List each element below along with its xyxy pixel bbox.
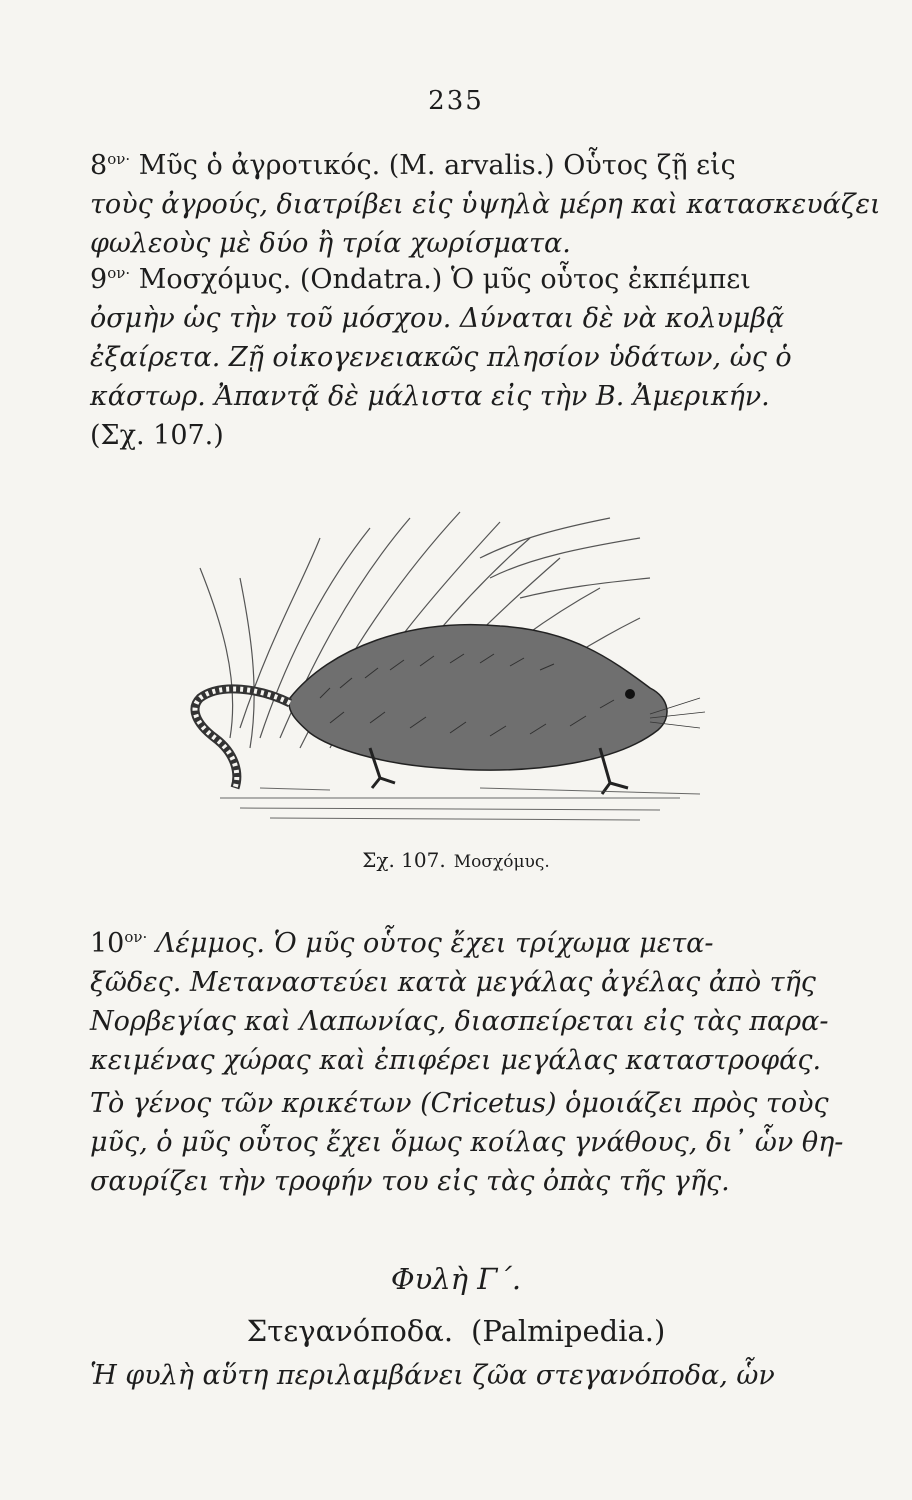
text-line: ὀσμὴν ὡς τὴν τοῦ μόσχου. Δύναται δὲ νὰ κολυμβᾷ xyxy=(90,303,785,334)
paragraph-field-mouse xyxy=(90,146,881,263)
text-line: κάστωρ. Ἀπαντᾷ δὲ μάλιστα εἰς τὴν Β. Ἀμερικήν. xyxy=(90,381,770,412)
text-line: τοὺς ἀγρούς, διατρίβει εἰς ὑψηλὰ μέρη καὶ κατασκευάζει xyxy=(90,189,881,220)
caption-number: Σχ. 107. xyxy=(362,848,446,872)
item-number: 10 xyxy=(90,928,125,959)
tribe-heading: Φυλὴ Γ΄. xyxy=(390,1262,522,1296)
paragraph-hamster xyxy=(90,1084,844,1201)
paragraph-palmipedia xyxy=(90,1356,790,1395)
text-line: Μοσχόμυς. (Ondatra.) Ὁ μῦς οὗτος ἐκπέμπει xyxy=(138,264,751,295)
item-number: 9 xyxy=(90,264,108,295)
caption-name: Μοσχόμυς. xyxy=(453,852,550,872)
text-line: φωλεοὺς μὲ δύο ἢ τρία χωρίσματα. xyxy=(90,228,571,259)
item-number: 8 xyxy=(90,150,108,181)
order-heading xyxy=(0,1314,912,1348)
ordinal-suffix: ον· xyxy=(124,928,148,946)
text-line: ξῶδες. Μεταναστεύει κατὰ μεγάλας ἀγέλας ἀπὸ τῆς xyxy=(90,967,816,998)
order-greek: Στεγανόποδα. xyxy=(246,1314,454,1348)
text-line: Λέμμος. Ὁ μῦς οὗτος ἔχει τρίχωμα μετα- xyxy=(155,928,714,959)
text-line: Τὸ γένος τῶν κρικέτων (Cricetus) ὁμοιάζει πρὸς τοὺς xyxy=(90,1088,829,1119)
page-number: 235 xyxy=(428,86,484,116)
text-line: κειμένας χώρας καὶ ἐπιφέρει μεγάλας καταστροφάς. xyxy=(90,1045,822,1076)
text-line: μῦς, ὁ μῦς οὗτος ἔχει ὅμως κοίλας γνάθους, δι᾽ ὧν θη- xyxy=(90,1127,844,1158)
text-line: ἐξαίρετα. Ζῇ οἰκογενειακῶς πλησίον ὑδάτων, ὡς ὁ xyxy=(90,342,792,373)
order-latin: (Palmipedia.) xyxy=(471,1314,666,1348)
text-line: Μῦς ὁ ἀγροτικός. (M. arvalis.) Οὗτος ζῇ εἰς xyxy=(138,150,736,181)
ordinal-suffix: ον· xyxy=(107,264,131,282)
muskrat-illustration xyxy=(180,498,720,836)
figure-caption xyxy=(0,848,912,872)
text-line: Ἡ φυλὴ αὕτη περιλαμβάνει ζῶα στεγανόποδα, ὧν xyxy=(90,1360,775,1391)
paragraph-muskrat xyxy=(90,260,790,455)
paragraph-lemming xyxy=(90,924,829,1080)
text-line: Νορβεγίας καὶ Λαπωνίας, διασπείρεται εἰς τὰς παρα- xyxy=(90,1006,829,1037)
text-line: σαυρίζει τὴν τροφήν του εἰς τὰς ὀπὰς τῆς γῆς. xyxy=(90,1166,730,1197)
text-line: (Σχ. 107.) xyxy=(90,420,224,451)
ordinal-suffix: ον· xyxy=(107,150,131,168)
